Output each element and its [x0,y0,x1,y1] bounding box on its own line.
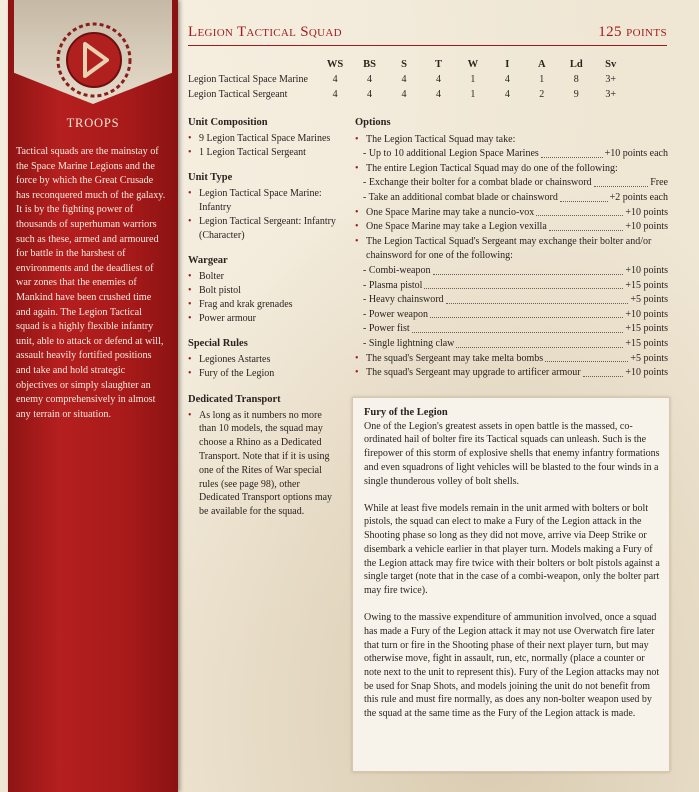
option-item: • The entire Legion Tactical Squad may do one of the following: [355,162,668,177]
list-item: • 1 Legion Tactical Sergeant [188,146,338,160]
stat-value: 3+ [605,74,617,85]
stat-header: A [538,59,546,70]
list-item: • Legion Tactical Sergeant: Infantry (Character) [188,215,338,243]
option-line: - Power fist +15 points [363,323,668,335]
dedicated-transport-heading: Dedicated Transport [188,393,281,405]
list-item: • Power armour [188,312,338,326]
option-line: - Heavy chainsword +5 points [363,294,668,306]
stat-value: 4 [435,89,441,100]
page-title: Legion Tactical Squad [188,24,342,40]
dedicated-transport-text: • As long as it numbers no more than 10 models, the squad may choose a Rhino as a Dedicated Transport. Note that if it is using one of the Rites of War special rules (see page 98), other Dedicated Transport options may be available for the squad. [188,409,338,519]
stat-header: BS [363,59,376,70]
stat-value: 4 [332,89,338,100]
stat-value: 4 [367,89,373,100]
options-column [355,116,668,381]
option-item: • One Space Marine may take a nuncio-vox +10 points [355,206,668,221]
stat-value: 4 [332,74,338,85]
stat-value: 4 [367,74,373,85]
stat-row-name: Legion Tactical Space Marine [188,74,308,85]
stat-row [188,72,628,87]
option-item: • The squad's Sergeant may upgrade to artificer armour +10 points [355,366,668,381]
stat-value: 4 [435,74,441,85]
fury-heading: Fury of the Legion [364,407,448,418]
stat-value: 1 [470,89,476,100]
option-line: - Single lightning claw +15 points [363,337,668,349]
list-item: • Fury of the Legion [188,367,338,381]
stat-header-row [188,57,628,72]
option-line: - Combi-weapon +10 points [363,264,668,276]
stat-value: 4 [401,89,407,100]
option-item: • The Legion Tactical Squad's Sergeant may exchange their bolter and/or chainsword for one of the following: [355,235,668,264]
special-rules-heading: Special Rules [188,338,248,350]
stat-value: 4 [504,74,510,85]
legion-laurel-emblem-icon [54,20,134,100]
list-item: • Frag and krak grenades [188,298,338,312]
option-line: - Up to 10 additional Legion Space Marines +10 points each [363,148,668,160]
stat-value: 9 [573,89,579,100]
unit-details-column [188,116,338,519]
list-item: • Legiones Astartes [188,353,338,367]
fury-of-the-legion-box [352,397,670,772]
stat-header: W [467,59,479,70]
option-item: • One Space Marine may take a Legion vexilla +10 points [355,220,668,235]
stat-row [188,87,628,102]
list-item: • Legion Tactical Space Marine: Infantry [188,187,338,215]
stat-header: T [434,59,442,70]
stat-value: 1 [539,74,545,85]
title-divider [188,45,667,46]
fury-paragraph: While at least five models remain in the unit armed with bolters or bolt pistols, the squad can elect to make a Fury of the Legion attack in the Shooting phase so long as they did not move, arrive via Deep Strike or disembark a vehicle earlier in that player turn. Models making a Fury of the Legion attack may fire twice with their bolters or bolt pistols against a single target (note that in the case of a combi-weapon, only the bolter part may fire twice). [364,502,660,596]
stat-table [188,57,628,102]
option-line: - Take an additional combat blade or chainsword +2 points each [363,191,668,203]
points-cost: 125 points [598,24,667,40]
fury-paragraph: Owing to the massive expenditure of ammunition involved, once a squad has made a Fury of the Legion attack it may not use Overwatch fire later that turn or fire in the Shooting phase of their next player turn, but may otherwise move, fight in assault, run, etc, normally (place a counter or note next to the unit to represent this). Fury of the Legion attacks may not be used for Snap Shots, and models joining the unit do not benefit from this rule and must fire normally, as does any non-bolter weapon used by the squad at the same time as the Fury of the Legion attack is made. [364,612,660,720]
stat-value: 1 [470,74,476,85]
stat-header: S [401,59,407,70]
banner-description: Tactical squads are the mainstay of the Space Marine Legions and the force by which the Great Crusade has reconquered much of the galaxy. It is by the fighting power of thousands of superhuman warriors such as these, armed and armoured for battle in the harshest of environments and the deadliest of war zones that the enemies of Mankind have been crushed time and again. The Legion Tactical squad is a highly flexible infantry unit, able to attack or defend at will, assault heavily fortified positions and take and hold strategic objectives or simply slaughter an enemy comprehensively in almost any terrain or situation. [16,146,166,420]
list-item: • 9 Legion Tactical Space Marines [188,132,338,146]
unit-type-heading: Unit Type [188,172,233,184]
stat-header: I [505,59,510,70]
wargear-heading: Wargear [188,255,228,267]
banner-heading: TROOPS [66,116,120,130]
stat-value: 2 [539,89,545,100]
fury-paragraph: One of the Legion's greatest assets in open battle is the massed, co-ordinated hail of bolter fire its Tactical squads can unleash. Such is the firepower of this storm of explosive shells that enemy infantry formations and even squadrons of light vehicles will be blasted to the four winds in a single thunderous volley of bolt shells. [364,420,660,487]
stat-header: Ld [569,59,583,70]
stat-value: 3+ [605,89,617,100]
unit-composition-heading: Unit Composition [188,117,268,128]
options-heading: Options [355,117,391,128]
stat-row-name: Legion Tactical Sergeant [188,89,288,100]
stat-value: 4 [504,89,510,100]
option-line: - Power weapon +10 points [363,308,668,320]
stat-value: 8 [573,74,579,85]
list-item: • Bolter [188,270,338,284]
stat-header: Sv [605,59,617,70]
option-item: • The Legion Tactical Squad may take: [355,133,668,148]
option-line: - Exchange their bolter for a combat blade or chainsword Free [363,177,668,189]
stat-value: 4 [401,74,407,85]
option-item: • The squad's Sergeant may take melta bombs +5 points [355,352,668,367]
option-line: - Plasma pistol +15 points [363,279,668,291]
list-item: • Bolt pistol [188,284,338,298]
stat-header: WS [326,59,344,70]
